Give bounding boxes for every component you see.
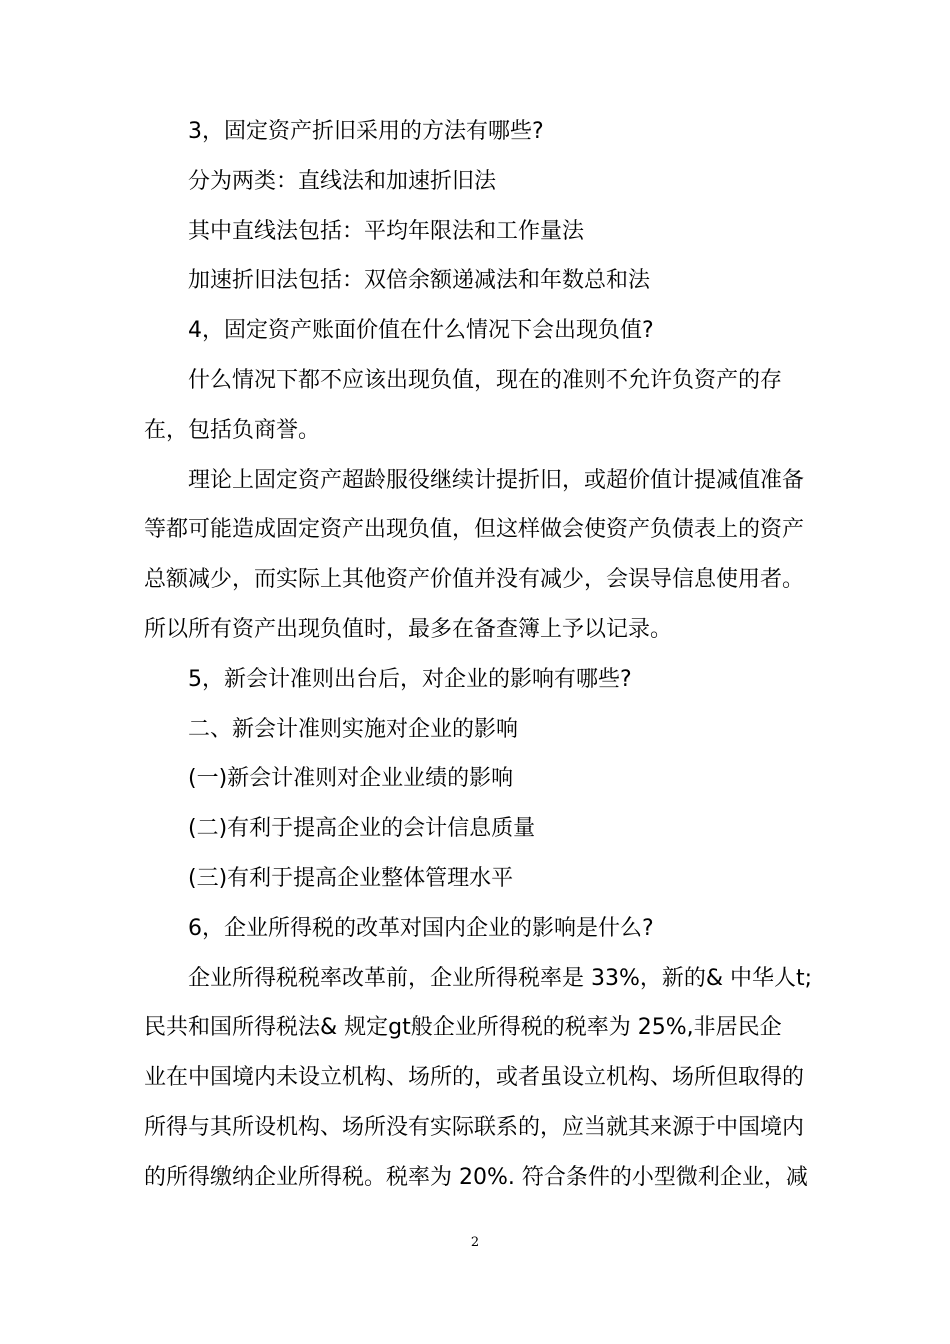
text-line: 4，固定资产账面价值在什么情况下会出现负值? xyxy=(188,318,654,344)
text-line: 民共和国所得税法& 规定gt般企业所得税的税率为 25%,非居民企 xyxy=(144,1015,782,1041)
text-line: (三)有利于提高企业整体管理水平 xyxy=(188,865,514,891)
text-line: 等都可能造成固定资产出现负值，但这样做会使资产负债表上的资产 xyxy=(144,517,805,543)
text-line: 什么情况下都不应该出现负值，现在的准则不允许负资产的存 xyxy=(188,367,783,393)
text-line: 理论上固定资产超龄服役继续计提折旧，或超价值计提减值准备 xyxy=(188,467,805,493)
text-line: 5，新会计准则出台后，对企业的影响有哪些? xyxy=(188,666,632,692)
text-line: 所得与其所设机构、场所没有实际联系的，应当就其来源于中国境内 xyxy=(144,1114,805,1140)
text-line: 的所得缴纳企业所得税。税率为 20%. 符合条件的小型微利企业，减 xyxy=(144,1164,808,1190)
text-line: 业在中国境内未设立机构、场所的，或者虽设立机构、场所但取得的 xyxy=(144,1065,805,1091)
text-line: 其中直线法包括：平均年限法和工作量法 xyxy=(188,218,585,244)
text-line: 企业所得税税率改革前，企业所得税率是 33%，新的& 中华人t; xyxy=(188,965,812,991)
text-line: (一)新会计准则对企业业绩的影响 xyxy=(188,766,514,792)
page-number: 2 xyxy=(470,1235,480,1250)
text-line: 加速折旧法包括：双倍余额递减法和年数总和法 xyxy=(188,268,651,294)
text-line: 3，固定资产折旧采用的方法有哪些? xyxy=(188,119,544,144)
text-line: 在，包括负商誉。 xyxy=(144,417,321,443)
text-line: 6，企业所得税的改革对国内企业的影响是什么? xyxy=(188,915,654,941)
text-line: 所以所有资产出现负值时，最多在备查簿上予以记录。 xyxy=(144,616,673,642)
text-line: 总额减少，而实际上其他资产价值并没有减少，会误导信息使用者。 xyxy=(144,567,805,593)
text-line: 二、新会计准则实施对企业的影响 xyxy=(188,716,519,742)
text-line: 分为两类：直线法和加速折旧法 xyxy=(188,168,497,194)
text-line: (二)有利于提高企业的会计信息质量 xyxy=(188,816,536,842)
document-body xyxy=(144,107,812,1203)
